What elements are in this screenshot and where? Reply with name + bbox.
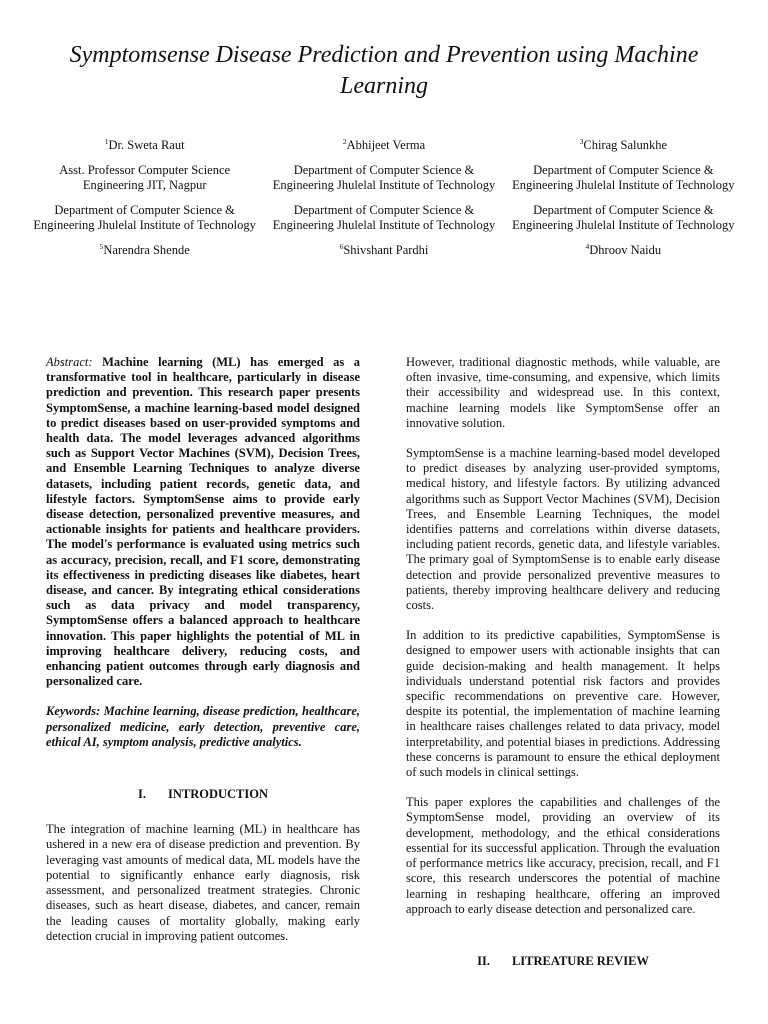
author-name: $^1$Dr. Sweta Raut xyxy=(104,136,185,152)
section-number: II. xyxy=(477,953,490,968)
author-name: $^5$Narendra Shende xyxy=(99,241,190,257)
author-affiliation: Department of Computer Science & Engineering Jhulelal Institute of Technology xyxy=(272,203,496,232)
section-heading-literature-review xyxy=(406,954,720,969)
body-paragraph: SymptomSense is a machine learning-based model developed to predict diseases by analyzing user-provided symptoms, medical history, and lifestyle factors. By utilizing advanced algorithms such as Support Vector Machines (SVM), Decision Trees, and Ensemble Learning Techniques, the model identifies patterns and correlations within diverse datasets, including patient records, genetic data, and lifestyle variables. The primary goal of SymptomSense is to enable early disease detection and provide personalized preventive measures to patients, thereby improving healthcare delivery and reducing costs. xyxy=(406,446,720,613)
body-paragraph: The integration of machine learning (ML) in healthcare has ushered in a new era of disease prediction and prevention. By leveraging vast amounts of medical data, ML models have the potential to significantly enhance early diagnosis, risk assessment, and personalized treatment strategies. Chronic diseases, such as heart disease, diabetes, and cancer, remain the leading causes of mortality globally, making early detection crucial in improving patient outcomes. xyxy=(46,822,360,943)
keywords-text: Machine learning, disease prediction, healthcare, personalized medicine, early detection, preventive care, ethical AI, symptom analysis, predictive analytics. xyxy=(46,704,360,749)
abstract-text: Machine learning (ML) has emerged as a transformative tool in healthcare, particularly in disease prediction and prevention. This research paper presents SymptomSense, a machine learning-based model designed to predict diseases based on user-provided symptoms and health data. The model leverages advanced algorithms such as Support Vector Machines (SVM), Decision Trees, and Ensemble Learning Techniques to analyze diverse datasets, including patient records, genetic data, and lifestyle factors. SymptomSense aims to provide early disease detection, personalized preventive measures, and actionable insights for patients and healthcare providers. The model's performance is evaluated using metrics such as accuracy, precision, recall, and F1 score, demonstrating its effectiveness in predicting diseases like diabetes, heart disease, and cancer. By integrating ethical considerations such as data privacy and model transparency, SymptomSense offers a balanced approach to healthcare innovation. This paper highlights the potential of ML in improving healthcare delivery, reducing costs, and enhancing patient outcomes through early diagnosis and personalized care. xyxy=(46,355,360,689)
abstract-label: Abstract: xyxy=(46,355,93,369)
author-affiliation: Department of Computer Science & Engineering Jhulelal Institute of Technology xyxy=(512,203,735,232)
author-block xyxy=(30,138,738,268)
left-column xyxy=(46,355,360,959)
author-affiliation: Department of Computer Science & Engineering Jhulelal Institute of Technology xyxy=(272,163,496,192)
section-title: INTRODUCTION xyxy=(167,787,268,802)
author-affil-number: 1 xyxy=(104,136,109,146)
body-paragraph: However, traditional diagnostic methods, while valuable, are often invasive, time-consuming, and expensive, which limits their accessibility and widespread use. In this context, machine learning models like SymptomSense offer an innovative solution. xyxy=(406,355,720,430)
paper-title: Symptomsense Disease Prediction and Prevention using Machine Learning xyxy=(69,42,699,99)
keywords xyxy=(46,704,360,750)
section-heading-introduction xyxy=(46,787,360,802)
author-affil-number: 5 xyxy=(99,241,104,251)
author-affil-number: 6 xyxy=(339,241,344,251)
author-affiliation: Department of Computer Science & Engineering Jhulelal Institute of Technology xyxy=(33,203,256,232)
author-name: $^6$Shivshant Pardhi xyxy=(339,241,429,257)
author-affil-number: 4 xyxy=(585,241,590,251)
section-number: I. xyxy=(137,787,146,802)
author-name: $^4$Dhroov Naidu xyxy=(585,241,662,257)
keywords-label: Keywords: xyxy=(46,704,101,719)
author-affiliation: Department of Computer Science & Engineering Jhulelal Institute of Technology xyxy=(512,163,735,192)
author-name: $^2$Abhijeet Verma xyxy=(342,136,426,152)
author-name: $^3$Chirag Salunkhe xyxy=(579,136,668,152)
right-column xyxy=(406,355,720,989)
abstract xyxy=(46,355,360,689)
author-affil-number: 3 xyxy=(579,136,584,146)
section-title: LITREATURE REVIEW xyxy=(511,953,649,968)
body-paragraph: This paper explores the capabilities and challenges of the SymptomSense model, providing an overview of its development, methodology, and the ethical considerations essential for its successful application. Through the evaluation of performance metrics like accuracy, precision, recall, and F1 score, this research underscores the potential of machine learning in reshaping healthcare, offering an improved approach to early disease detection and personalized care. xyxy=(406,795,720,916)
body-paragraph: In addition to its predictive capabilities, SymptomSense is designed to empower users with actionable insights that can guide decision-making and health management. It helps individuals understand potential risk factors and provides specific recommendations on preventive care. However, despite its potential, the implementation of machine learning in healthcare raises challenges related to data privacy, model interpretability, and potential biases in predictions. Addressing these concerns is paramount to ensure the ethical deployment of such models in clinical settings. xyxy=(406,628,720,780)
author-affiliation: Asst. Professor Computer Science Engineering JIT, Nagpur xyxy=(59,163,231,192)
author-affil-number: 2 xyxy=(342,136,347,146)
